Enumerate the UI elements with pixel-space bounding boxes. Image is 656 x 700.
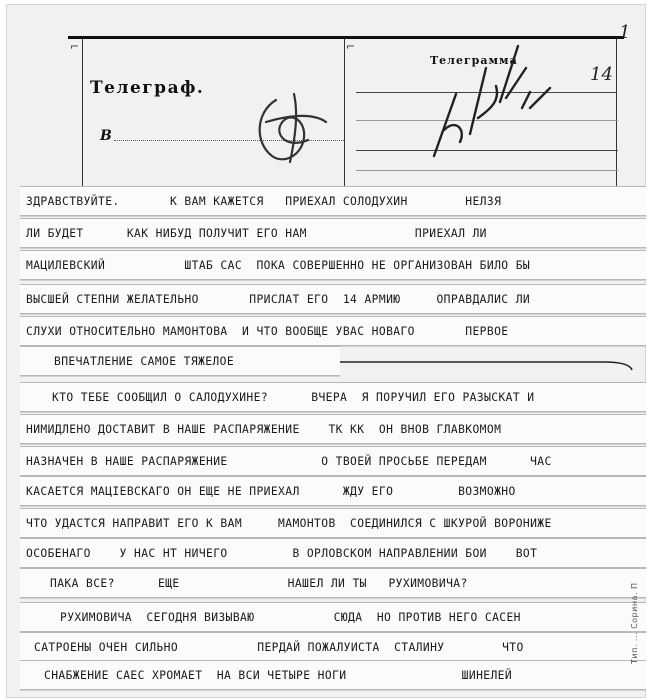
tape-strip [20,538,646,568]
tape-strip [20,660,646,690]
tape-strip [20,568,646,598]
form-rule [356,92,616,93]
tape-line: ОСОБЕНАГО У НАС НТ НИЧЕГО В ОРЛОВСКОМ НАПРАВЛЕНИИ БОИ ВОТ [26,546,538,560]
tape-line: КАСАЕТСЯ МАЦІЕВСКАГО ОН ЕЩЕ НЕ ПРИЕХАЛ ЖДУ ЕГО ВОЗМОЖНО [26,484,516,498]
tape-strip [20,602,646,632]
tape-line: РУХИМОВИЧА СЕГОДНЯ ВИЗЫВАЮ СЮДА НО ПРОТИВ НЕГО САСЕН [60,610,521,624]
tape-line: ВПЕЧАТЛЕНИЕ САМОЕ ТЯЖЕЛОЕ [54,354,235,368]
tape-strip [20,414,646,444]
tape-line: ВЫСШЕЙ СТЕПНИ ЖЕЛАТЕЛЬНО ПРИСЛАТ ЕГО 14 АРМИЮ ОПРАВДАЛИС ЛИ [26,292,531,306]
form-rule [356,150,618,151]
tape-line: СНАБЖЕНИЕ САЕС ХРОМАЕТ НА ВСИ ЧЕТЫРЕ НОГИ ШИНЕЛЕЙ [44,668,513,682]
tape-strip [20,476,646,506]
tape-line: ЗДРАВСТВУЙТЕ. К ВАМ КАЖЕТСЯ ПРИЕХАЛ СОЛОДУХИН НЕЛЗЯ [26,194,502,208]
form-rule [356,120,618,121]
tape-line: ЧТО УДАСТСЯ НАПРАВИТ ЕГО К ВАМ МАМОНТОВ СОЕДИНИЛСЯ С ШКУРОЙ ВОРОНИЖЕ [26,516,552,530]
tape-strip [20,218,646,248]
tape-strip [20,186,646,216]
tape-strip [20,632,646,662]
tape-line: САТРОЕНЫ ОЧЕН СИЛЬНО ПЕРДАЙ ПОЖАЛУИСТА СТАЛИНУ ЧТО [34,640,524,654]
tape-line: КТО ТЕБЕ СООБЩИЛ О САЛОДУХИНЕ? ВЧЕРА Я ПОРУЧИЛ ЕГО РАЗЫСКАТ И [52,390,535,404]
corner-mark-middle: ⌐ [346,40,356,53]
form-header-frame [68,36,624,187]
tape-strip [20,250,646,280]
corner-mark-left: ⌐ [70,40,80,53]
form-divider-middle [344,39,345,187]
form-title-right: Телеграмма [430,54,518,67]
telegram-sheet [6,4,646,698]
form-divider-right [616,39,617,187]
page-number: 1 [619,22,631,43]
form-divider-left [82,39,83,187]
form-prefix: В [100,128,112,144]
tape-line: НАЗНАЧЕН В НАШЕ РАСПАРЯЖЕНИЕ О ТВОЕЙ ПРОСЬБЕ ПЕРЕДАМ ЧАС [26,454,552,468]
tape-line: СЛУХИ ОТНОСИТЕЛЬНО МАМОНТОВА И ЧТО ВООБЩЕ УВАС НОВАГО ПЕРВОЕ [26,324,509,338]
tape-strip [20,346,340,376]
tape-strip [20,316,646,346]
address-dotted-line [114,140,344,141]
form-rule [356,170,618,171]
tape-line: ПАКА ВСЕ? ЕЩЕ НАШЕЛ ЛИ ТЫ РУХИМОВИЧА? [50,576,468,590]
tape-line: НИМИДЛЕНО ДОСТАВИТ В НАШЕ РАСПАРЯЖЕНИЕ ТК КК ОН ВНОВ ГЛАВКОМОМ [26,422,502,436]
handwritten-strike-line [336,354,636,376]
handwritten-number: 14 [590,64,613,85]
tape-line: МАЦИЛЕВСКИЙ ШТАБ САС ПОКА СОВЕРШЕННО НЕ ОРГАНИЗОВАН БИЛО БЫ [26,258,531,272]
tape-strip [20,284,646,314]
printer-imprint: Тип. ... Сорина. П [630,582,639,664]
tape-strip [20,508,646,538]
form-title: Телеграф. [90,78,205,98]
tape-strip [20,382,646,412]
tape-strip [20,446,646,476]
tape-line: ЛИ БУДЕТ КАК НИБУД ПОЛУЧИТ ЕГО НАМ ПРИЕХАЛ ЛИ [26,226,487,240]
